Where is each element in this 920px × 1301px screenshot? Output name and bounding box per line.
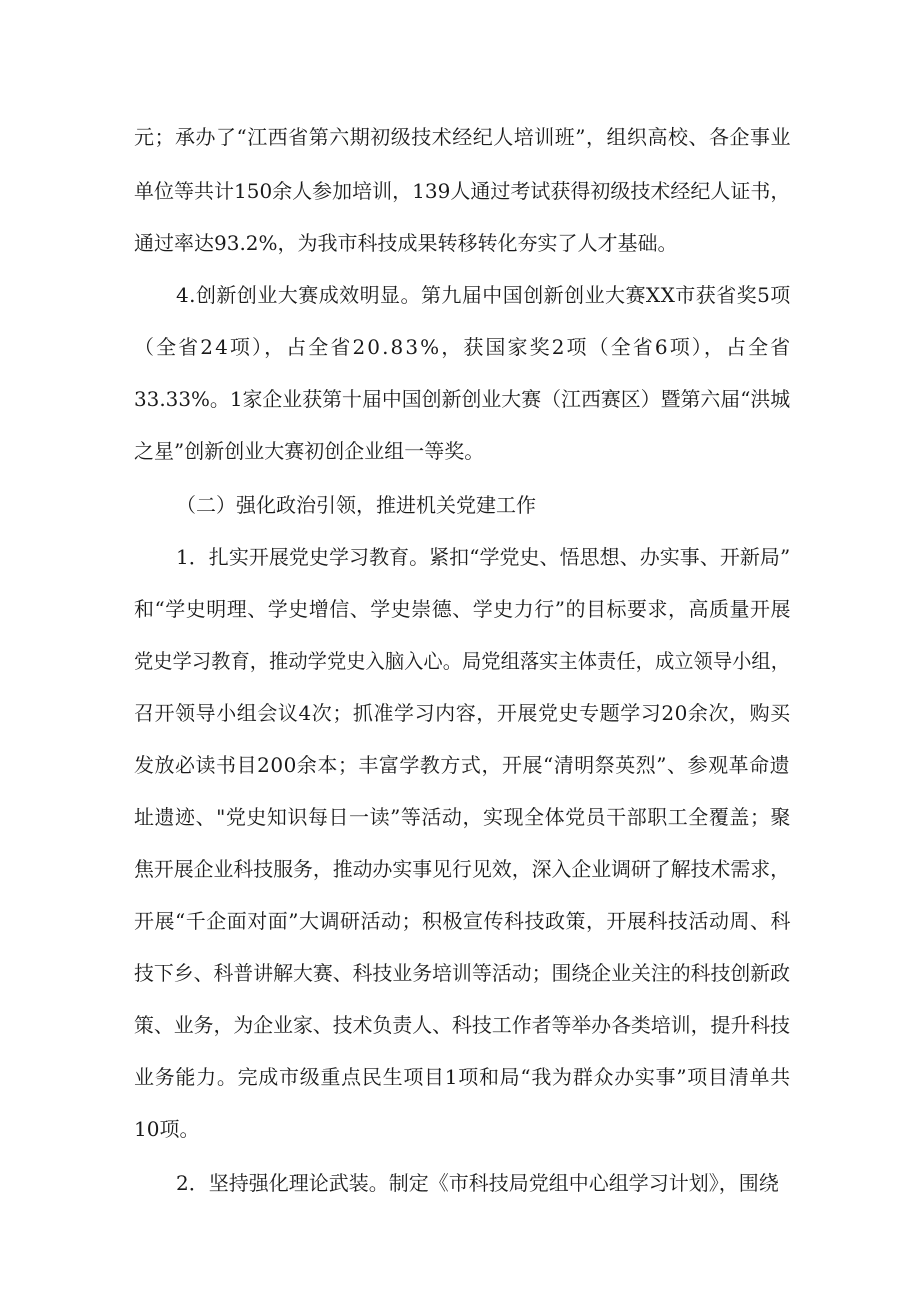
section-heading-text: （二）强化政治引领，推进机关党建工作 <box>176 493 536 517</box>
text-line: 址遗迹、"党史知识每日一读”等活动，实现全体党员干部职工全覆盖；聚 <box>134 805 791 829</box>
text-line: 单位等共计150余人参加培训，139人通过考试获得初级技术经纪人证书， <box>134 179 791 203</box>
text-line: 通过率达93.2%，为我市科技成果转移转化夯实了人才基础。 <box>134 231 678 255</box>
text-line: 2．坚持强化理论武装。制定《市科技局党组中心组学习计划》，围绕 <box>176 1171 779 1195</box>
text-line: 33.33%。1家企业获第十届中国创新创业大赛（江西赛区）暨第六届“洪城 <box>134 387 791 411</box>
text-line: 党史学习教育，推动学党史入脑入心。局党组落实主体责任，成立领导小组， <box>134 649 790 673</box>
text-line: 技下乡、科普讲解大赛、科技业务培训等活动；围绕企业关注的科技创新政 <box>134 961 790 985</box>
text-line: 策、业务，为企业家、技术负责人、科技工作者等举办各类培训，提升科技 <box>134 1013 790 1037</box>
text-line: 元；承办了“江西省第六期初级技术经纪人培训班”，组织高校、各企事业 <box>134 125 791 149</box>
text-line: 10项。 <box>134 1117 200 1141</box>
text-line: 召开领导小组会议4次；抓准学习内容，开展党史专题学习20余次，购买 <box>134 701 791 725</box>
text-line: 和“学史明理、学史增信、学史崇德、学史力行”的目标要求，高质量开展 <box>134 597 791 621</box>
text-line: （全省24项），占全省20.83%，获国家奖2项（全省6项），占全省 <box>134 335 793 359</box>
text-line: 业务能力。完成市级重点民生项目1项和局“我为群众办实事”项目清单共 <box>134 1065 791 1089</box>
text-line: 之星”创新创业大赛初创企业组一等奖。 <box>134 439 485 463</box>
text-line: 发放必读书目200余本；丰富学教方式，开展“清明祭英烈”、参观革命遗 <box>134 753 791 777</box>
text-line: 4.创新创业大赛成效明显。第九届中国创新创业大赛XX市获省奖5项 <box>176 283 791 307</box>
text-line: 1．扎实开展党史学习教育。紧扣“学党史、悟思想、办实事、开新局” <box>176 545 791 569</box>
text-line: 焦开展企业科技服务，推动办实事见行见效，深入企业调研了解技术需求， <box>134 857 790 881</box>
text-line: 开展“千企面对面”大调研活动；积极宣传科技政策，开展科技活动周、科 <box>134 909 791 933</box>
